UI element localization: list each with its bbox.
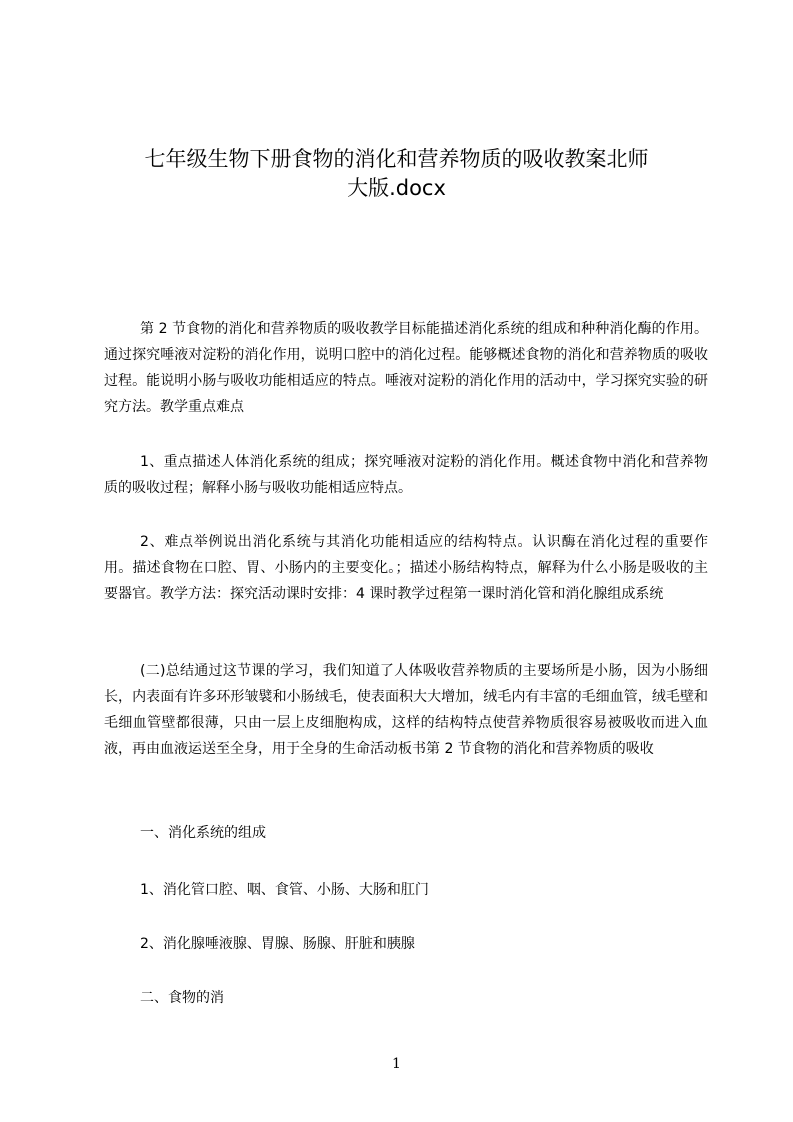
paragraph-difficulties: 2、难点举例说出消化系统与其消化功能相适应的结构特点。认识酶在消化过程的重要作用。描述食物在口腔、胃、小肠内的主要变化。；描述小肠结构特点，解释为什么小肠是吸收的主要器官。教学方法：探究活动课时安排：4 课时教学过程第一课时消化管和消化腺组成系统 <box>104 534 708 602</box>
paragraph-teaching-objectives: 第 2 节食物的消化和营养物质的吸收教学目标能描述消化系统的组成和种种消化酶的作用。通过探究唾液对淀粉的消化作用，说明口腔中的消化过程。能够概述食物的消化和营养物质的吸收过程。能说明小肠与吸收功能相适应的特点。唾液对淀粉的消化作用的活动中，学习探究实验的研究方法。教学重点难点 <box>104 321 708 415</box>
list-item-digestive-tract: 1、消化管口腔、咽、食管、小肠、大肠和肛门 <box>140 882 429 898</box>
document-title <box>80 145 713 203</box>
section-heading-food-digestion: 二、食物的消 <box>140 990 224 1006</box>
paragraph-summary: (二)总结通过这节课的学习，我们知道了人体吸收营养物质的主要场所是小肠，因为小肠细长，内表面有许多环形皱襞和小肠绒毛，使表面积大大增加，绒毛内有丰富的毛细血管，绒毛壁和毛细血管壁都很薄，只由一层上皮细胞构成，这样的结构特点使营养物质很容易被吸收而进入血液，再由血液运送至全身，用于全身的生命活动板书第 2 节食物的消化和营养物质的吸收 <box>104 663 708 757</box>
section-heading-digestive-system: 一、消化系统的组成 <box>140 825 266 841</box>
list-item-digestive-glands: 2、消化腺唾液腺、胃腺、肠腺、肝脏和胰腺 <box>140 936 415 952</box>
document-title-line-1: 七年级生物下册食物的消化和营养物质的吸收教案北师 <box>144 147 649 171</box>
document-title-line-2: 大版.docx <box>347 176 446 200</box>
page-number: 1 <box>392 1056 401 1072</box>
paragraph-key-points: 1、重点描述人体消化系统的组成；探究唾液对淀粉的消化作用。概述食物中消化和营养物质的吸收过程；解释小肠与吸收功能相适应特点。 <box>104 454 708 496</box>
